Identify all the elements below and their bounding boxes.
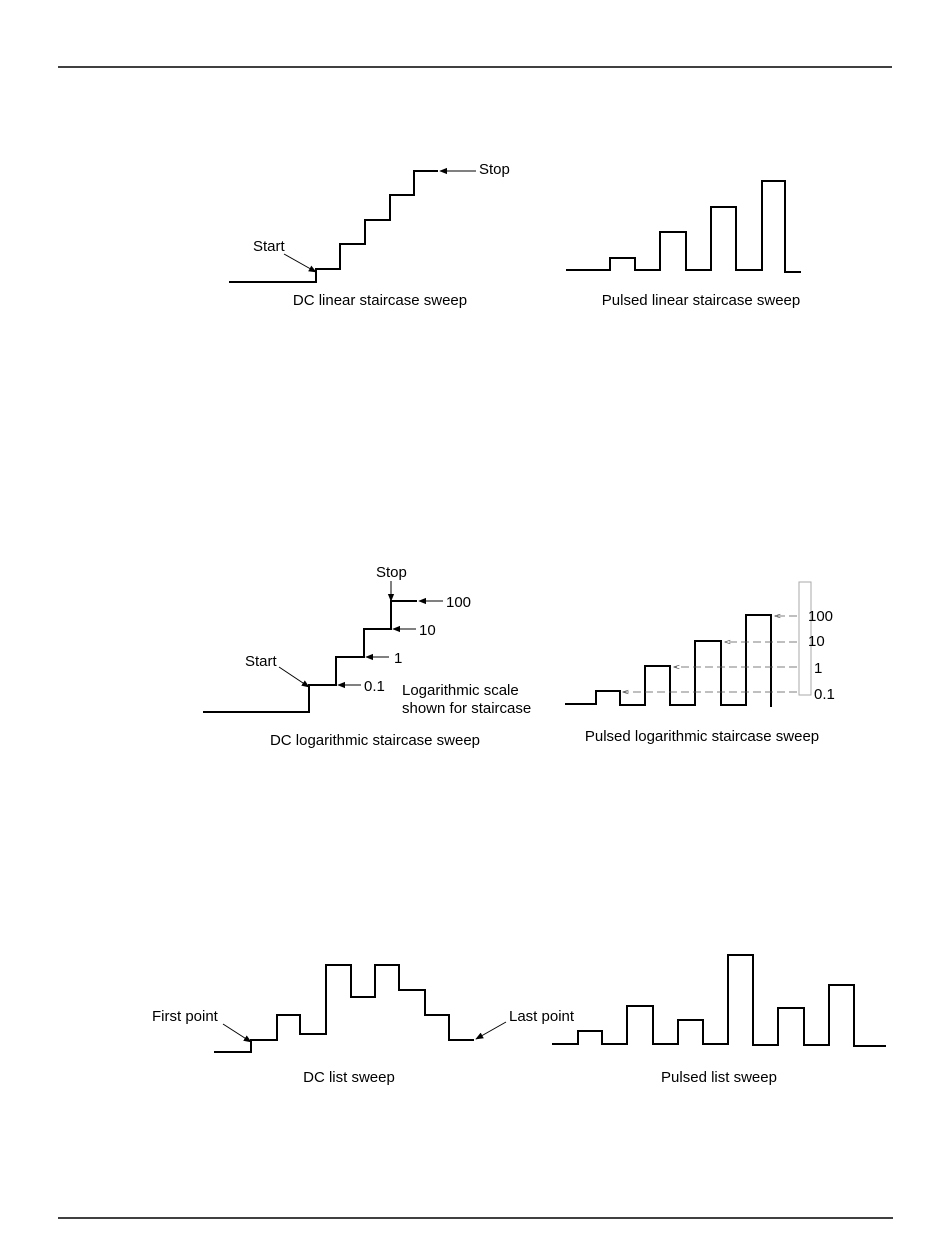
dc-log-caption: DC logarithmic staircase sweep <box>269 732 481 749</box>
dc-list-sweep-waveform <box>214 965 474 1052</box>
pulsed-log-caption: Pulsed logarithmic staircase sweep <box>584 728 820 745</box>
pulsed-log-level-100-label: 100 <box>808 608 834 625</box>
dc-linear-start-label: Start <box>253 238 285 255</box>
dc-list-last-point-label: Last point <box>509 1008 575 1025</box>
pulsed-linear-caption: Pulsed linear staircase sweep <box>601 292 801 309</box>
dc-log-start-arrow <box>279 667 309 687</box>
dc-log-level-10-label: 10 <box>419 622 436 639</box>
dc-log-staircase-diagram <box>203 564 531 749</box>
dc-list-caption: DC list sweep <box>303 1069 395 1086</box>
pulsed-log-level-1-label: 1 <box>814 660 823 677</box>
dc-log-level-0.1-label: 0.1 <box>364 678 385 695</box>
dc-log-stop-label: Stop <box>376 564 407 581</box>
pulsed-list-caption: Pulsed list sweep <box>661 1069 777 1086</box>
dc-log-level-1-label: 1 <box>394 650 403 667</box>
pulsed-list-sweep-diagram <box>552 955 886 1086</box>
pulsed-log-staircase-diagram <box>565 582 835 745</box>
dc-linear-staircase-waveform <box>229 171 438 282</box>
pulsed-list-sweep-waveform <box>552 955 886 1046</box>
dc-log-note-line2: shown for staircase <box>402 700 532 717</box>
dc-list-first-point-arrow <box>223 1024 251 1042</box>
dc-log-level-100-label: 100 <box>446 594 472 611</box>
dc-list-last-point-arrow <box>476 1022 506 1039</box>
dc-log-start-label: Start <box>245 653 277 670</box>
dc-linear-staircase-diagram <box>229 161 510 309</box>
pulsed-linear-staircase-diagram <box>566 181 801 309</box>
pulsed-log-level-0.1-label: 0.1 <box>814 686 835 703</box>
dc-list-sweep-diagram <box>152 965 575 1086</box>
pulsed-log-staircase-waveform <box>565 615 771 707</box>
pulsed-linear-staircase-waveform <box>566 181 801 272</box>
dc-linear-caption: DC linear staircase sweep <box>292 292 468 309</box>
pulsed-log-level-10-label: 10 <box>808 633 825 650</box>
dc-log-note-line1: Logarithmic scale <box>402 682 519 699</box>
dc-linear-stop-label: Stop <box>479 161 510 178</box>
dc-list-first-point-label: First point <box>152 1008 218 1025</box>
dc-linear-start-arrow <box>284 254 316 272</box>
